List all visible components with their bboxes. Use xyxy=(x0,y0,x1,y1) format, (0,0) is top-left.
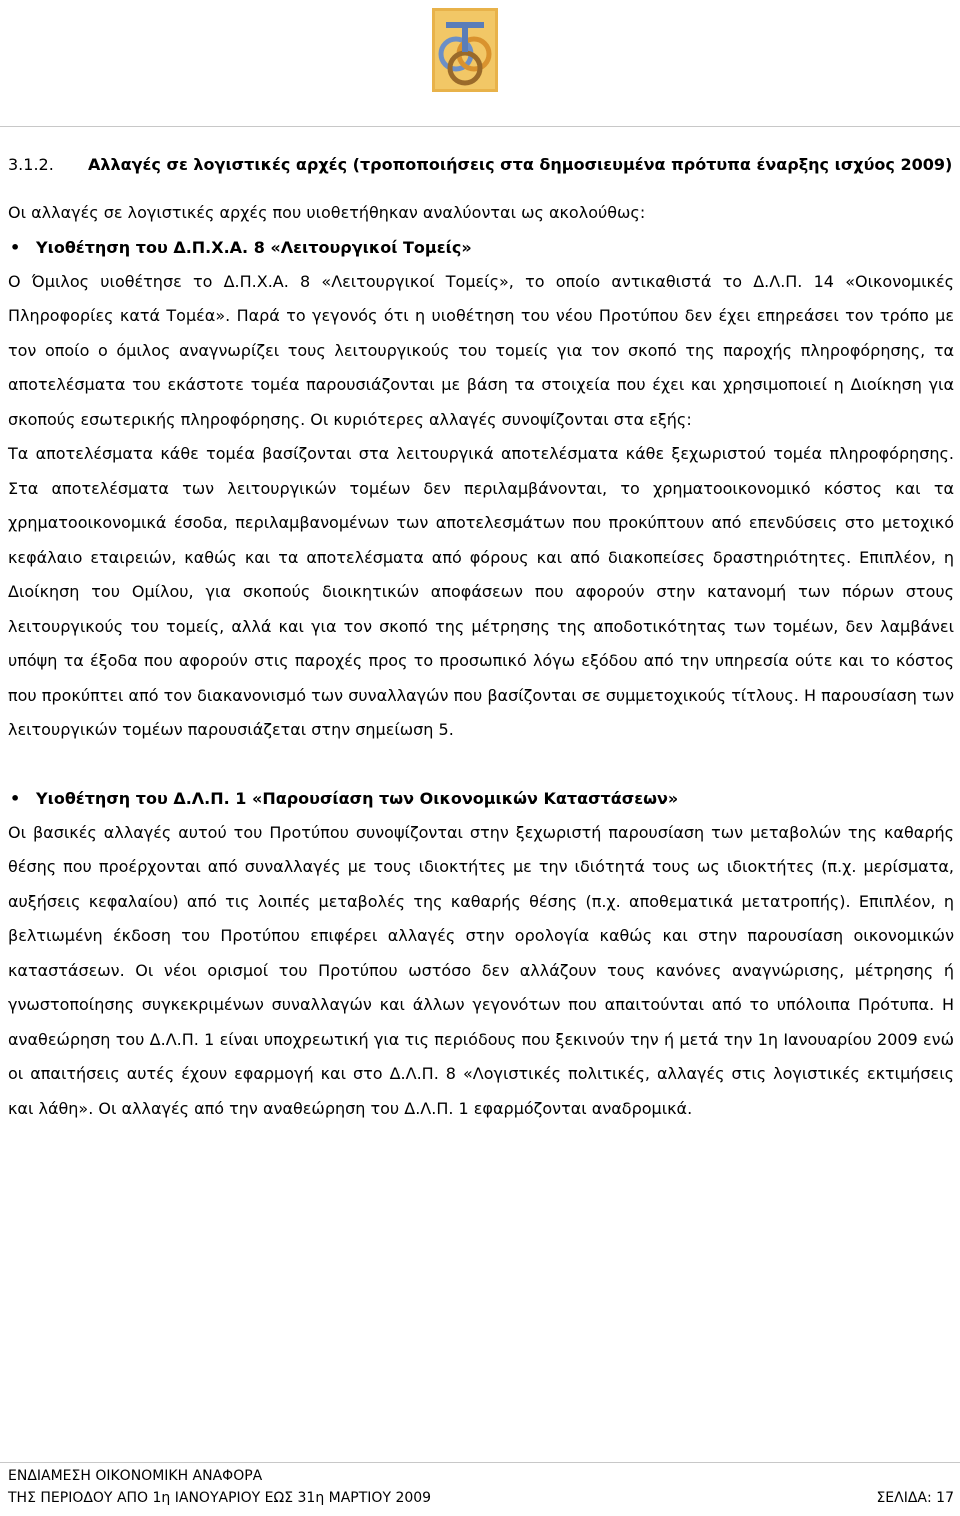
page-number: ΣΕΛΙΔΑ: 17 xyxy=(876,1490,954,1506)
document-body xyxy=(8,148,954,1126)
bullet-icon: • xyxy=(10,237,21,257)
footer-period: ΤΗΣ ΠΕΡΙΟΔΟΥ ΑΠΟ 1η ΙΑΝΟΥΑΡΙΟΥ ΕΩΣ 31η ΜΑΡΤΙΟΥ 2009 xyxy=(8,1490,432,1506)
company-logo xyxy=(432,8,498,92)
section-title: Αλλαγές σε λογιστικές αρχές (τροποποιήσεις στα δημοσιευμένα πρότυπα έναρξης ισχύος 2009) xyxy=(88,155,953,174)
bullet-item-dlp1 xyxy=(8,782,954,816)
bullet-title: Υιοθέτηση του Δ.Π.Χ.Α. 8 «Λειτουργικοί Τομείς» xyxy=(36,237,472,257)
bullet-item-dpxa8 xyxy=(8,231,954,265)
paragraph: Ο Όμιλος υιοθέτησε το Δ.Π.Χ.Α. 8 «Λειτουργικοί Τομείς», το οποίο αντικαθιστά το Δ.Λ.Π. 14 «Οικονομικές Πληροφορίες κατά Τομέα». Παρά το γεγονός ότι η υιοθέτηση του νέου Προτύπου δεν έχει επηρεάσει τον τρόπο με τον οποίο ο όμιλος αναγνωρίζει τους λειτουργικούς του τομείς για τον σκοπό της παροχής πληροφόρησης, τα αποτελέσματα του εκάστοτε τομέα παρουσιάζονται με βάση τα στοιχεία που έχει και χρησιμοποιεί η Διοίκηση για σκοπούς εσωτερικής πληροφόρησης. Οι κυριότερες αλλαγές συνοψίζονται στα εξής: xyxy=(8,271,954,429)
page-footer xyxy=(8,1468,954,1506)
footer-divider xyxy=(0,1462,960,1463)
section-number: 3.1.2. xyxy=(8,155,54,174)
footer-report-title: ΕΝΔΙΑΜΕΣΗ ΟΙΚΟΝΟΜΙΚΗ ΑΝΑΦΟΡΑ xyxy=(8,1468,263,1484)
header-divider xyxy=(0,126,960,127)
paragraph: Τα αποτελέσματα κάθε τομέα βασίζονται στα λειτουργικά αποτελέσματα κάθε ξεχωριστού τομέα πληροφόρησης. Στα αποτελέσματα των λειτουργικών τομέων δεν περιλαμβάνονται, το χρηματοοικονομικό κόστος και τα χρηματοοικονομικά έσοδα, περιλαμβανομένων των αποτελεσμάτων που προκύπτουν από επενδύσεις στο μετοχικό κεφάλαιο εταιρειών, καθώς και τα αποτελέσματα από φόρους και από διακοπείσες δραστηριότητες. Επιπλέον, η Διοίκηση του Ομίλου, για σκοπούς διοικητικών αποφάσεων που αφορούν στην κατανομή των πόρων στους λειτουργικούς του τομείς, αλλά και για τον σκοπό της μέτρησης της αποδοτικότητας των τομέων, δεν λαμβάνει υπόψη τα έξοδα που αφορούν στις παροχές προς το προσωπικό λόγω εξόδου από την υπηρεσία ούτε και το κόστος που προκύπτει από τον διακανονισμό των συναλλαγών που βασίζονται σε συμμετοχικούς τίτλους. Η παρουσίαση των λειτουργικών τομέων παρουσιάζεται στην σημείωση 5. xyxy=(8,444,954,739)
bullet-title: Υιοθέτηση του Δ.Λ.Π. 1 «Παρουσίαση των Οικονομικών Καταστάσεων» xyxy=(36,788,679,808)
paragraph: Οι βασικές αλλαγές αυτού του Προτύπου συνοψίζονται στην ξεχωριστή παρουσίαση των μεταβολών της καθαρής θέσης που προέρχονται από συναλλαγές με τους ιδιοκτήτες με την ιδιότητά τους ως ιδιοκτήτες (π.χ. μερίσματα, αυξήσεις κεφαλαίου) από τις λοιπές μεταβολές της καθαρής θέσης (π.χ. αποθεματικά μετατροπής). Επιπλέον, η βελτιωμένη έκδοση του Προτύπου επιφέρει αλλαγές στην ορολογία καθώς και στην παρουσίαση οικονομικών καταστάσεων. Οι νέοι ορισμοί του Προτύπου ωστόσο δεν αλλάζουν τους κανόνες αναγνώρισης, μέτρησης ή γνωστοποίησης συγκεκριμένων συναλλαγών και άλλων γεγονότων που απαιτούνται από το υπόλοιπα Πρότυπα. Η αναθεώρηση του Δ.Λ.Π. 1 είναι υποχρεωτική για τις περιόδους που ξεκινούν την ή μετά την 1η Ιανουαρίου 2009 ενώ οι απαιτήσεις αυτές έχουν εφαρμογή και στο Δ.Λ.Π. 8 «Λογιστικές πολιτικές, αλλαγές στις λογιστικές εκτιμήσεις και λάθη». Οι αλλαγές από την αναθεώρηση του Δ.Λ.Π. 1 εφαρμόζονται αναδρομικά. xyxy=(8,822,954,1118)
intro-text: Οι αλλαγές σε λογιστικές αρχές που υιοθετήθηκαν αναλύονται ως ακολούθως: xyxy=(8,203,646,222)
bullet-icon: • xyxy=(10,788,21,808)
section-heading xyxy=(8,148,954,182)
